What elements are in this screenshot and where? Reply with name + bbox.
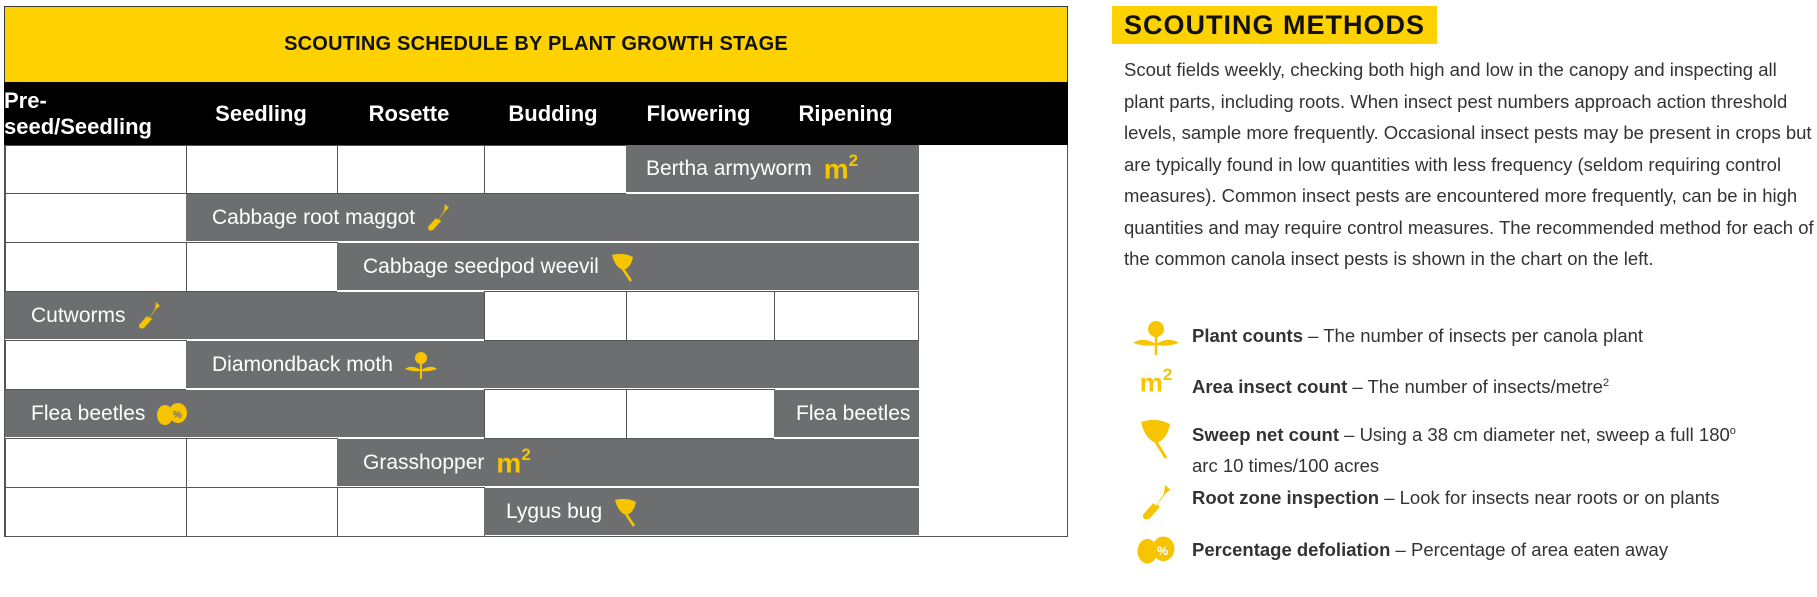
defoliation-icon bbox=[1124, 534, 1188, 566]
svg-text:%: % bbox=[1157, 543, 1169, 558]
empty-cell bbox=[626, 291, 775, 341]
legend-root-zone: Root zone inspection – Look for insects near roots or on plants bbox=[1124, 482, 1719, 524]
stage-ripening: Ripening bbox=[798, 100, 893, 126]
stage-pre-seed-seedling: Pre-seed/Seedling bbox=[4, 87, 152, 139]
pest-bar-lygus-bug bbox=[484, 488, 919, 535]
pest-bar-cabbage-root-maggot bbox=[186, 194, 919, 243]
pest-name: Cabbage root maggot bbox=[212, 205, 416, 229]
shovel-icon bbox=[425, 202, 451, 234]
empty-cell bbox=[5, 145, 187, 194]
empty-cell bbox=[484, 389, 627, 439]
pest-name: Flea beetles bbox=[796, 401, 911, 425]
growth-stage-header bbox=[4, 82, 1068, 145]
stage-flowering: Flowering bbox=[646, 100, 751, 126]
area-count-icon: $m^2$ bbox=[496, 444, 531, 479]
pest-bar-cabbage-seedpod-weevil bbox=[337, 243, 919, 292]
pest-bar-flea-beetles-ripening bbox=[774, 390, 919, 439]
schedule-grid bbox=[4, 145, 1068, 537]
empty-cell bbox=[5, 438, 187, 488]
pest-name: Grasshopper bbox=[363, 450, 485, 474]
stage-budding: Budding bbox=[508, 100, 598, 126]
shovel-icon bbox=[1124, 482, 1188, 524]
empty-cell bbox=[186, 487, 338, 537]
pest-name: Cabbage seedpod weevil bbox=[363, 254, 599, 278]
shovel-icon bbox=[136, 300, 162, 332]
pest-name: Lygus bug bbox=[506, 499, 603, 523]
methods-intro: Scout fields weekly, checking both high and low in the canopy and inspecting all plant parts, including roots. When insect pest numbers approach action threshold levels, sample more frequently. Occasional insect pests may be present in crops but are typically found in low quantities with less frequency (seldom requiring control measures). Common insect pests are encountered more frequently, can be in high quantities and may require control measures. The recommended method for each of the common canola insect pests is shown in the chart on the left. bbox=[1124, 59, 1814, 269]
empty-cell bbox=[484, 291, 627, 341]
legend-area-count: $m^2$ Area insect count – The number of insects/metre$^2$ bbox=[1139, 365, 1610, 398]
area-count-icon: $m^2$ bbox=[823, 150, 859, 185]
pest-bar-grasshopper bbox=[337, 439, 919, 488]
plant-count-icon bbox=[1124, 320, 1188, 356]
legend-plant-counts: Plant counts – The number of insects per canola plant bbox=[1124, 320, 1643, 356]
chart-title: SCOUTING SCHEDULE BY PLANT GROWTH STAGE bbox=[4, 6, 1068, 82]
pest-name: Cutworms bbox=[31, 303, 126, 327]
empty-cell bbox=[5, 487, 187, 537]
empty-cell bbox=[337, 145, 485, 194]
empty-cell bbox=[5, 340, 187, 390]
empty-cell bbox=[484, 145, 627, 194]
sweep-net-icon bbox=[609, 251, 637, 283]
scouting-schedule-chart bbox=[4, 6, 1068, 537]
legend-defoliation: % Percentage defoliation – Percentage of area eaten away bbox=[1124, 534, 1668, 566]
pest-name: Diamondback moth bbox=[212, 352, 393, 376]
empty-cell bbox=[186, 145, 338, 194]
defoliation-icon bbox=[155, 401, 189, 427]
plant-count-icon bbox=[403, 350, 439, 380]
area-count-icon: $m^2$ bbox=[1139, 365, 1173, 398]
pest-name: Bertha armyworm bbox=[646, 156, 812, 180]
svg-text:%: % bbox=[173, 409, 183, 421]
pest-bar-flea-beetles bbox=[5, 390, 485, 439]
scouting-methods-panel bbox=[1112, 6, 1814, 560]
empty-cell bbox=[774, 291, 919, 341]
pest-bar-bertha-armyworm bbox=[626, 145, 919, 194]
sweep-net-icon bbox=[612, 496, 640, 528]
stage-seedling: Seedling bbox=[215, 100, 307, 126]
pest-bar-diamondback-moth bbox=[186, 341, 919, 390]
pest-name: Flea beetles bbox=[31, 401, 146, 425]
methods-heading: SCOUTING METHODS bbox=[1112, 6, 1437, 44]
stage-rosette: Rosette bbox=[368, 100, 450, 126]
empty-cell bbox=[337, 487, 485, 537]
legend-sweep-net: Sweep net count – Using a 38 cm diameter net, sweep a full 180$^o$ arc 10 times/100 acres bbox=[1124, 416, 1752, 481]
sweep-net-icon bbox=[1124, 416, 1188, 460]
empty-cell bbox=[186, 438, 338, 488]
empty-cell bbox=[5, 193, 187, 243]
pest-bar-cutworms bbox=[5, 292, 485, 341]
empty-cell bbox=[5, 242, 187, 292]
empty-cell bbox=[626, 389, 775, 439]
empty-cell bbox=[186, 242, 338, 292]
